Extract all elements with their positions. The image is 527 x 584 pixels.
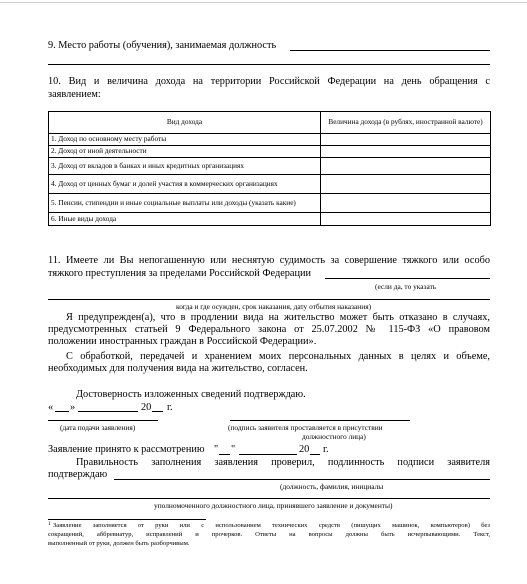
warning-line3: положении иностранных граждан в Российской Федерации».	[48, 336, 317, 347]
date-month-field[interactable]	[78, 411, 138, 412]
date-quote-open: «	[48, 402, 54, 413]
accepted-year-suffix: г.	[323, 444, 329, 455]
consent-line2: необходимых для получения вида на жительство, согласен.	[48, 363, 308, 374]
warning-line1: Я предупрежден(а), что в продлении вида на жительство может быть отказано в случаях,	[66, 312, 490, 323]
date-quote-close: »	[70, 402, 76, 413]
footnote-line1: Заявление заполняется от руки или с использованием технических средств (пишущих машинок, компьютеров) без	[53, 522, 490, 529]
consent-line1: С обработкой, передачей и хранением моих персональных данных в целях и объеме,	[66, 351, 490, 362]
footnote-line3: выполненный от руки, должен быть разборчивым.	[48, 540, 190, 547]
signature-caption2: должностного лица)	[302, 432, 366, 441]
item10-line1: 10. Вид и величина дохода на территории Российской Федерации на день обращения с	[48, 76, 490, 87]
accepted-quote-close: "	[231, 444, 236, 455]
accepted-year-prefix: 20	[299, 444, 310, 455]
footnote-marker: 1	[48, 521, 51, 527]
income-row-label: 3. Доход от вкладов в банках и иных кредитных организациях	[49, 158, 321, 175]
date-caption: (дата подачи заявления)	[60, 423, 136, 432]
item11-field-line-2[interactable]	[48, 299, 490, 300]
income-amount-cell[interactable]	[321, 158, 491, 175]
verified-caption2: уполномоченного должностного лица, принявшего заявление и документы)	[154, 501, 393, 510]
footnote-line2: сокращений, аббревиатур, исправлений и прочерков. Ответы на вопросы должны быть исчерпывающими. Текст,	[48, 531, 490, 538]
income-row-label: 5. Пенсии, стипендии и иные социальные выплаты или доходы (указать какие)	[49, 194, 321, 213]
income-amount-cell[interactable]	[321, 175, 491, 194]
income-amount-cell[interactable]	[321, 146, 491, 158]
footnote-rule	[48, 519, 206, 520]
table-row	[49, 134, 491, 146]
accepted-day-field[interactable]	[219, 454, 230, 455]
item11-hint1: (если да, то указать	[375, 282, 437, 291]
signature-line[interactable]	[230, 420, 410, 421]
accepted-month-field[interactable]	[239, 454, 297, 455]
date-year-field[interactable]	[152, 411, 163, 412]
income-amount-header: Величина дохода (в рублях, иностранной валюте)	[321, 112, 491, 134]
table-row	[49, 194, 491, 213]
warning-line2: предусмотренных статьей 9 Федерального закона от 25.07.2002 № 115-ФЗ «О правовом	[48, 324, 490, 335]
item10-line2: заявлением:	[48, 89, 101, 100]
item9-label: 9. Место работы (обучения), занимаемая должность	[48, 40, 277, 51]
income-row-label: 6. Иные виды дохода	[49, 213, 321, 226]
verified-field-line[interactable]	[114, 479, 490, 480]
income-amount-cell[interactable]	[321, 134, 491, 146]
income-row-label: 4. Доход от ценных бумаг и долей участия в коммерческих организациях	[49, 175, 321, 194]
verified-line2: подтверждаю	[48, 469, 108, 480]
income-row-label: 1. Доход по основному месту работы	[49, 134, 321, 146]
confirm-text: Достоверность изложенных сведений подтверждаю.	[76, 389, 306, 400]
income-row-label: 2. Доход от иной деятельности	[49, 146, 321, 158]
item9-field-line-2[interactable]	[48, 64, 490, 65]
table-row	[49, 146, 491, 158]
income-table	[48, 111, 491, 226]
signature-caption1: (подпись заявителя проставляется в присутствии	[228, 423, 383, 432]
table-row	[49, 158, 491, 175]
verified-field-line-2[interactable]	[48, 498, 490, 499]
item11-line2: тяжкого преступления за пределами Российской Федерации	[48, 268, 312, 279]
item11-line1: 11. Имеете ли Вы непогашенную или неснятую судимость за совершение тяжкого или особо	[48, 255, 490, 266]
date-line[interactable]	[48, 420, 158, 421]
income-amount-cell[interactable]	[321, 194, 491, 213]
top-rule	[0, 2, 527, 3]
accepted-label: Заявление принято к рассмотрению	[48, 444, 205, 455]
item9-field-line[interactable]	[290, 50, 490, 51]
item11-field-line[interactable]	[325, 278, 490, 279]
table-row	[49, 213, 491, 226]
accepted-year-field[interactable]	[310, 454, 320, 455]
income-amount-cell[interactable]	[321, 213, 491, 226]
income-table-header-row	[49, 112, 491, 134]
income-type-header: Вид дохода	[49, 112, 321, 134]
date-year-prefix: 20	[141, 402, 152, 413]
date-year-suffix: г.	[167, 402, 173, 413]
table-row	[49, 175, 491, 194]
date-day-field[interactable]	[55, 411, 69, 412]
verified-caption1: (должность, фамилия, инициалы	[280, 482, 384, 491]
item11-hint2: когда и где осужден, срок наказания, дату отбытия наказания)	[176, 302, 372, 311]
verified-line1: Правильность заполнения заявления проверил, подлинность подписи заявителя	[76, 457, 490, 468]
accepted-quote-open: "	[214, 444, 219, 455]
